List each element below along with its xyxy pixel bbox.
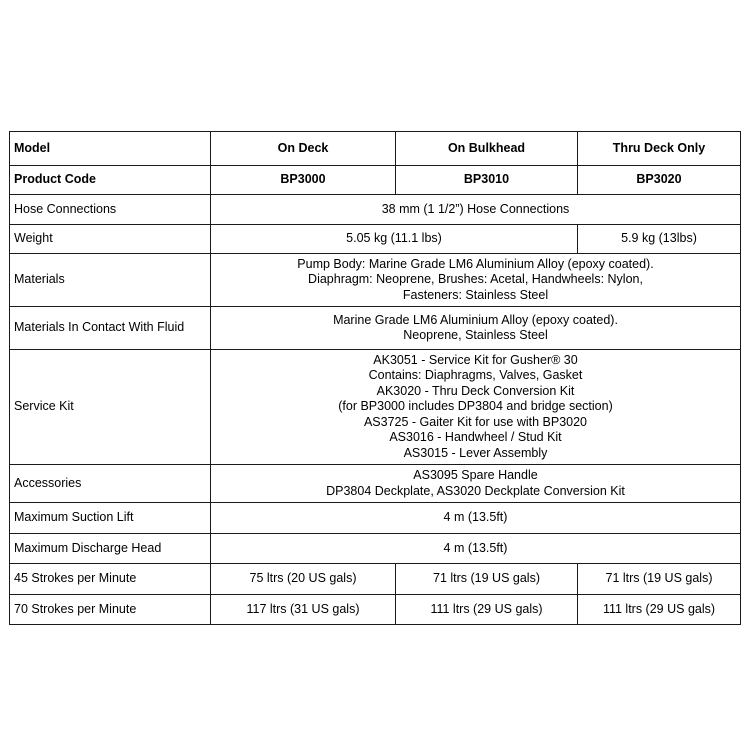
materials-fluid-line: Neoprene, Stainless Steel (403, 328, 548, 342)
suction-lift-label: Maximum Suction Lift (10, 503, 211, 534)
service-kit-line: (for BP3000 includes DP3804 and bridge section) (338, 399, 613, 414)
specifications-table (9, 131, 741, 625)
service-kit-line: AS3016 - Handwheel / Stud Kit (389, 430, 562, 445)
hose-connections-row (10, 195, 741, 225)
discharge-head-label: Maximum Discharge Head (10, 534, 211, 564)
materials-row (10, 254, 741, 307)
service-kit-line: AK3020 - Thru Deck Conversion Kit (376, 383, 575, 398)
accessories-label: Accessories (10, 465, 211, 503)
accessories-row (10, 465, 741, 503)
weight-label: Weight (10, 225, 211, 254)
materials-fluid-label: Materials In Contact With Fluid (10, 307, 211, 350)
accessories-line: DP3804 Deckplate, AS3020 Deckplate Conversion Kit (326, 483, 625, 498)
suction-lift-row (10, 503, 741, 534)
weight-row (10, 225, 741, 254)
materials-label: Materials (10, 254, 211, 307)
discharge-head-row (10, 534, 741, 564)
strokes-45-row (10, 564, 741, 595)
materials-fluid-value (211, 307, 741, 350)
materials-value (211, 254, 741, 307)
strokes-45-on-deck: 75 ltrs (20 US gals) (211, 564, 396, 595)
product-code-on-bulkhead: BP3010 (396, 166, 578, 195)
service-kit-line: AK3051 - Service Kit for Gusher® 30 (373, 352, 578, 367)
strokes-70-row (10, 595, 741, 625)
materials-fluid-line: Marine Grade LM6 Aluminium Alloy (epoxy coated). (333, 312, 618, 327)
column-header-on-bulkhead: On Bulkhead (396, 132, 578, 166)
product-code-thru-deck: BP3020 (578, 166, 741, 195)
strokes-45-label: 45 Strokes per Minute (10, 564, 211, 595)
strokes-70-on-deck: 117 ltrs (31 US gals) (211, 595, 396, 625)
service-kit-line: Contains: Diaphragms, Valves, Gasket (368, 368, 583, 383)
service-kit-line: AS3725 - Gaiter Kit for use with BP3020 (363, 414, 588, 429)
strokes-45-on-bulkhead: 71 ltrs (19 US gals) (396, 564, 578, 595)
service-kit-line: AS3015 - Lever Assembly (403, 445, 548, 460)
accessories-line: AS3095 Spare Handle (413, 468, 538, 482)
product-code-label: Product Code (10, 166, 211, 195)
materials-line: Fasteners: Stainless Steel (402, 287, 549, 302)
model-label: Model (10, 132, 211, 166)
service-kit-value (211, 350, 741, 465)
suction-lift-value: 4 m (13.5ft) (211, 503, 741, 534)
hose-connections-label: Hose Connections (10, 195, 211, 225)
model-row (10, 132, 741, 166)
accessories-value (211, 465, 741, 503)
strokes-45-thru-deck: 71 ltrs (19 US gals) (578, 564, 741, 595)
materials-line: Diaphragm: Neoprene, Brushes: Acetal, Handwheels: Nylon, (308, 272, 643, 287)
service-kit-label: Service Kit (10, 350, 211, 465)
product-code-on-deck: BP3000 (211, 166, 396, 195)
service-kit-row (10, 350, 741, 465)
strokes-70-on-bulkhead: 111 ltrs (29 US gals) (396, 595, 578, 625)
column-header-on-deck: On Deck (211, 132, 396, 166)
strokes-70-label: 70 Strokes per Minute (10, 595, 211, 625)
materials-fluid-row (10, 307, 741, 350)
weight-value-thru-deck: 5.9 kg (13lbs) (578, 225, 741, 254)
materials-line: Pump Body: Marine Grade LM6 Aluminium Alloy (epoxy coated). (297, 256, 654, 271)
weight-value-deck-bulkhead: 5.05 kg (11.1 lbs) (211, 225, 578, 254)
hose-connections-value: 38 mm (1 1/2”) Hose Connections (211, 195, 741, 225)
product-code-row (10, 166, 741, 195)
discharge-head-value: 4 m (13.5ft) (211, 534, 741, 564)
strokes-70-thru-deck: 111 ltrs (29 US gals) (578, 595, 741, 625)
column-header-thru-deck-only: Thru Deck Only (578, 132, 741, 166)
